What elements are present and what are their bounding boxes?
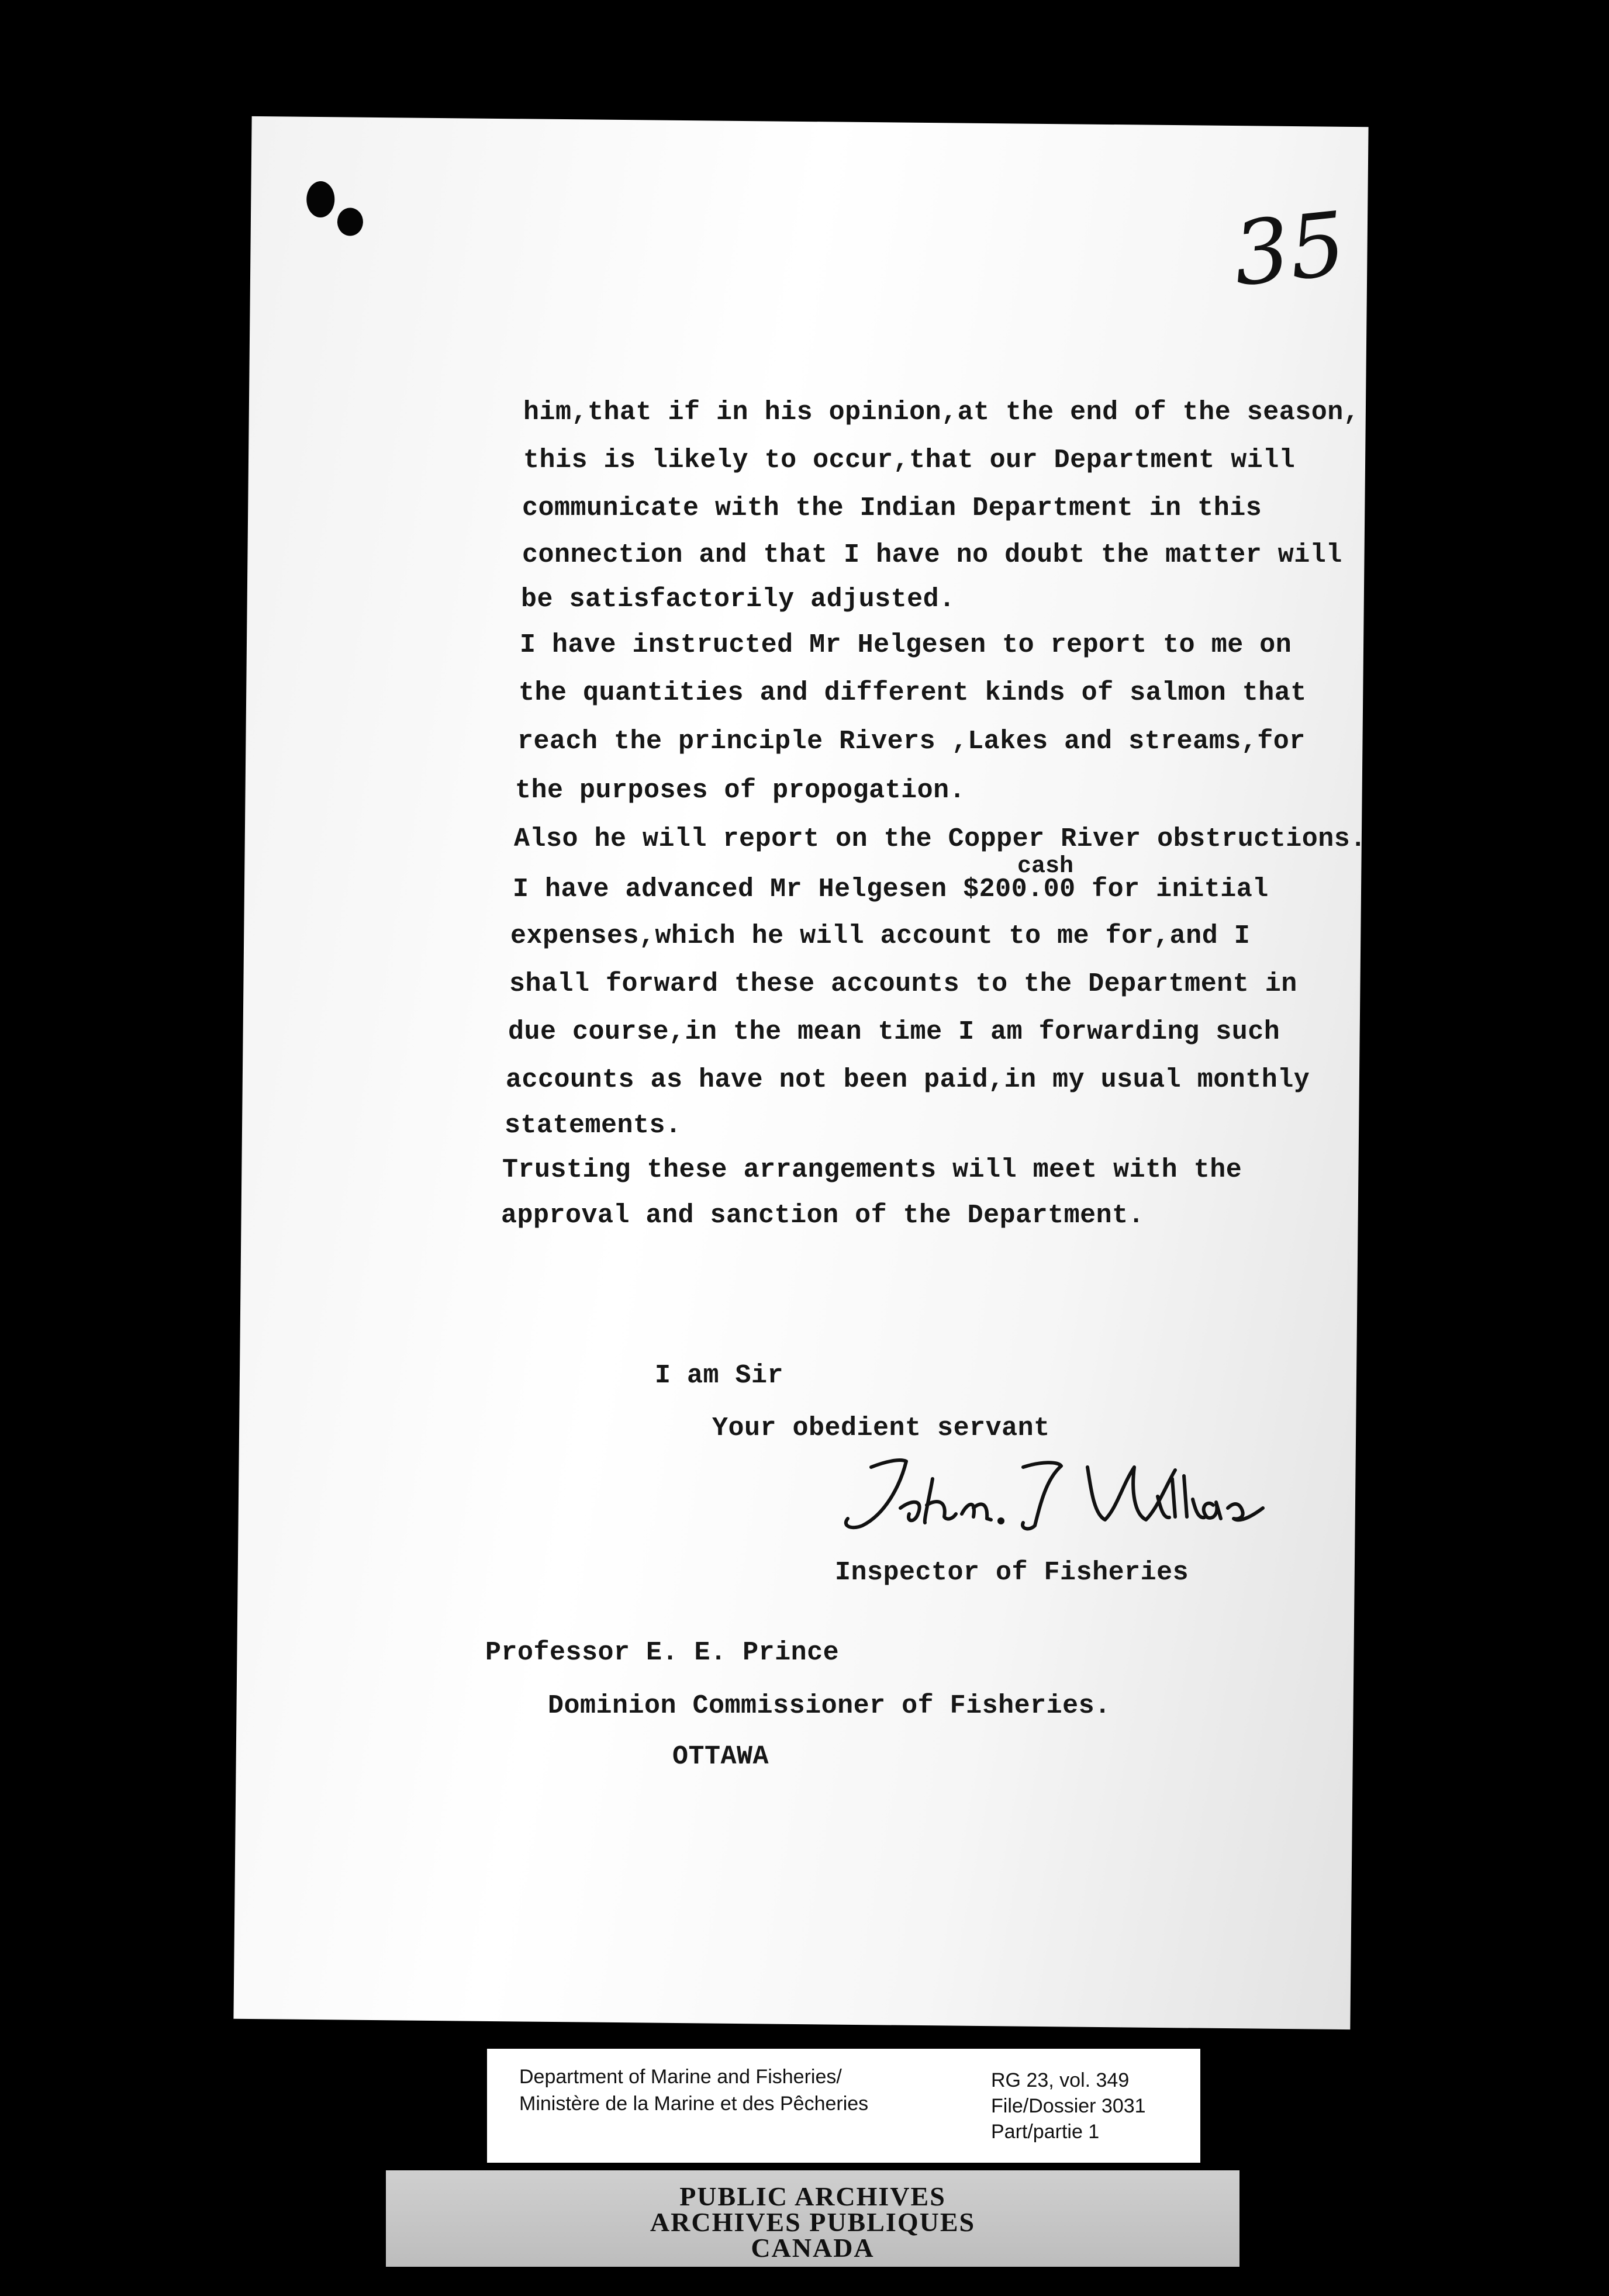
letter-line: due course,in the mean time I am forwarding such: [508, 1017, 1280, 1047]
letter-line: I have advanced Mr Helgesen $200.00 for initial: [513, 874, 1269, 904]
stamp-line: CANADA: [751, 2233, 875, 2263]
letter-line: him,that if in his opinion,at the end of the season,: [523, 397, 1360, 427]
letter-line: I have instructed Mr Helgesen to report to me on: [520, 630, 1292, 660]
handwritten-insertion: cash: [1017, 853, 1074, 880]
addressee-city: OTTAWA: [672, 1742, 769, 1772]
letter-line: reach the principle Rivers ,Lakes and streams,for: [517, 727, 1306, 756]
closing-salutation: I am Sir: [655, 1361, 784, 1391]
punch-hole-icon: [337, 208, 363, 236]
label-part: Part/partie 1: [991, 2121, 1100, 2143]
stamp-line: ARCHIVES PUBLIQUES: [650, 2207, 976, 2237]
letter-line: the quantities and different kinds of salmon that: [519, 678, 1307, 708]
closing-servant: Your obedient servant: [712, 1413, 1050, 1443]
letter-line: statements.: [505, 1111, 682, 1140]
punch-hole-icon: [306, 181, 335, 217]
letter-line: this is likely to occur,that our Department will: [523, 445, 1296, 475]
letter-line: Trusting these arrangements will meet with the: [502, 1155, 1242, 1185]
label-department-fr: Ministère de la Marine et des Pêcheries: [519, 2093, 869, 2115]
signer-title: Inspector of Fisheries: [835, 1558, 1189, 1588]
page-number: 35: [1228, 193, 1351, 306]
letter-line: Also he will report on the Copper River obstructions.: [514, 824, 1366, 854]
addressee-title: Dominion Commissioner of Fisheries.: [548, 1691, 1111, 1721]
label-department-en: Department of Marine and Fisheries/: [519, 2066, 842, 2088]
letter-line: expenses,which he will account to me for,and I: [510, 921, 1251, 951]
letter-line: connection and that I have no doubt the matter will: [522, 540, 1342, 570]
letter-line: be satisfactorily adjusted.: [521, 585, 955, 614]
letter-line: communicate with the Indian Department in this: [522, 493, 1262, 523]
label-file: File/Dossier 3031: [991, 2095, 1146, 2117]
stamp-line: PUBLIC ARCHIVES: [679, 2181, 946, 2211]
addressee-name: Professor E. E. Prince: [485, 1638, 840, 1668]
archives-stamp: [386, 2170, 1239, 2267]
letter-line: approval and sanction of the Department.: [501, 1201, 1145, 1230]
letter-line: the purposes of propogation.: [515, 776, 966, 805]
letter-line: accounts as have not been paid,in my usual monthly: [506, 1065, 1310, 1095]
label-record-group: RG 23, vol. 349: [991, 2069, 1130, 2091]
letter-line: shall forward these accounts to the Department in: [509, 969, 1297, 999]
